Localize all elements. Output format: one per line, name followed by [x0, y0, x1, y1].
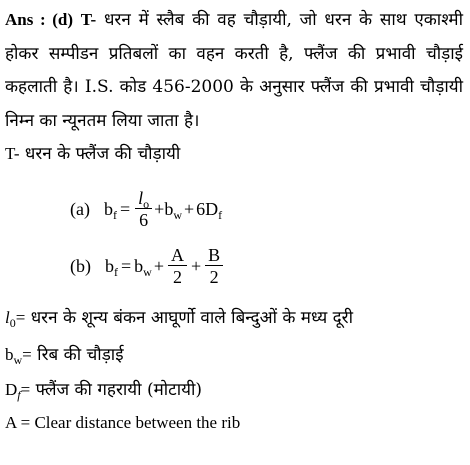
- formula-a-plus-2: +: [183, 199, 195, 219]
- formula-b: [70, 245, 225, 288]
- formula-a-fraction: $\frac{l_o}{6}$: [135, 188, 152, 231]
- formula-a-label: (a): [70, 199, 90, 219]
- formula-b-lhs: $b_f$: [105, 256, 118, 279]
- formula-b-bw: $b_w$: [134, 256, 152, 279]
- subheading-text: धरन के फ्लैंज की चौड़ायी: [19, 144, 181, 164]
- formula-b-plus-2: +: [190, 256, 202, 276]
- formula-a: [70, 188, 222, 231]
- formula-a-lhs: $b_f$: [103, 199, 117, 222]
- definition-df: $D_f=$ फ्लैंज की गहरायी (मोटायी): [5, 380, 203, 402]
- formula-b-label: (b): [70, 256, 91, 276]
- formula-b-fraction-2: $\frac{B}{2}$: [205, 245, 223, 288]
- answer-paragraph: [5, 3, 463, 138]
- formula-a-plus-1: +: [154, 199, 165, 219]
- formula-a-df: $6D_f$: [196, 199, 223, 222]
- subheading: [5, 141, 180, 164]
- answer-label: Ans : (d): [5, 10, 73, 29]
- answer-text: धरन में स्लैब की वह चौड़ायी, जो धरन के साथ एकाश्मी होकर सम्पीडन प्रतिबलों का वहन करती है, फ्लैंज की प्रभावी चौड़ाई कहलाती है। I.S. कोड 456-2000 के अनुसार फ्लैंज की प्रभावी चौड़ायी निम्न का न्यूनतम लिया जाता है।: [5, 10, 463, 131]
- subheading-lead: T-: [5, 144, 20, 163]
- formula-a-equals: =: [119, 199, 131, 219]
- formula-b-equals: =: [121, 256, 132, 276]
- formula-b-fraction-1: $\frac{A}{2}$: [168, 245, 187, 288]
- formula-b-plus-1: +: [153, 256, 164, 276]
- formula-a-bw: $b_w$: [164, 199, 182, 222]
- answer-lead: T-: [80, 10, 97, 29]
- definition-l0: $l_0=$ धरन के शून्य बंकन आघूर्णो वाले बिन्दुओं के मध्य दूरी: [5, 308, 354, 330]
- definition-a: A = Clear distance between the rib: [5, 413, 241, 432]
- definition-bw: $b_w=$ रिब की चौड़ाई: [5, 345, 124, 367]
